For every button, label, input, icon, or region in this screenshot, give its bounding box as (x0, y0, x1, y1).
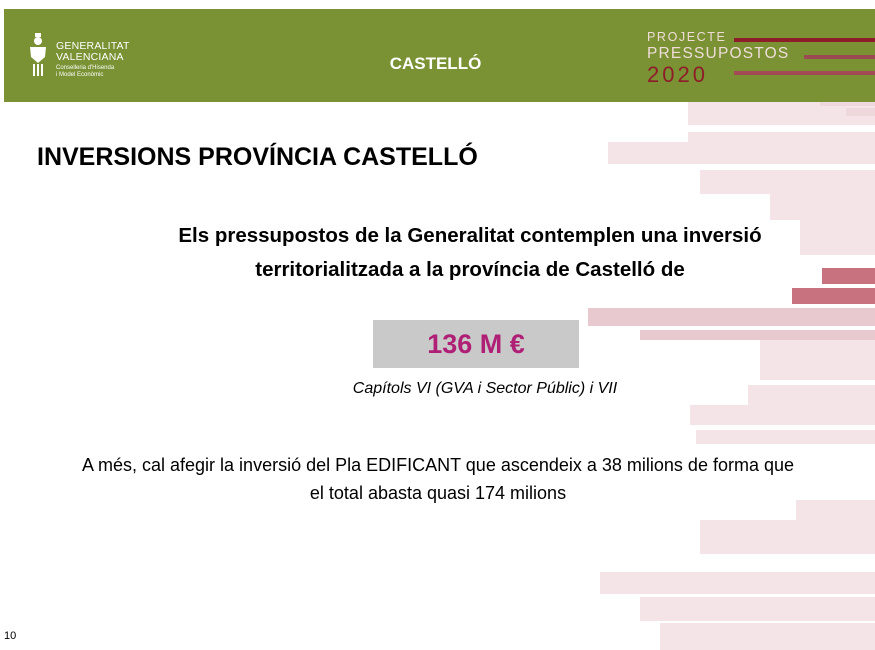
project-line1: PROJECTE (647, 30, 727, 44)
header-bar (4, 9, 875, 102)
slide-title: INVERSIONS PROVÍNCIA CASTELLÓ (37, 143, 478, 171)
amount-box (373, 320, 579, 368)
logo-line1: GENERALITAT (56, 40, 130, 52)
intro-line2: territorialitzada a la província de Castelló de (255, 258, 685, 281)
region-title: CASTELLÓ (389, 54, 482, 73)
extra-line2: el total abasta quasi 174 milions (309, 483, 567, 503)
logo-sub2: i Model Econòmic (56, 72, 104, 78)
logo-sub1: Conselleria d'Hisenda (56, 65, 115, 71)
project-line2: PRESSUPOSTOS (647, 45, 790, 62)
project-year: 2020 (647, 62, 708, 87)
page-number: 10 (4, 630, 17, 642)
extra-line1: A més, cal afegir la inversió del Pla EDIFICANT que ascendeix a 38 milions de forma que (81, 455, 794, 475)
brand-bar-top (734, 38, 875, 42)
brand-bar-low (734, 71, 875, 75)
intro-line1: Els pressupostos de la Generalitat contemplen una inversió (178, 224, 762, 247)
chapters-note: Capítols VI (GVA i Sector Públic) i VII (352, 380, 618, 397)
logo-line2: VALENCIANA (56, 51, 124, 63)
amount-value: 136 M € (427, 329, 525, 359)
brand-bar-mid (804, 55, 875, 59)
